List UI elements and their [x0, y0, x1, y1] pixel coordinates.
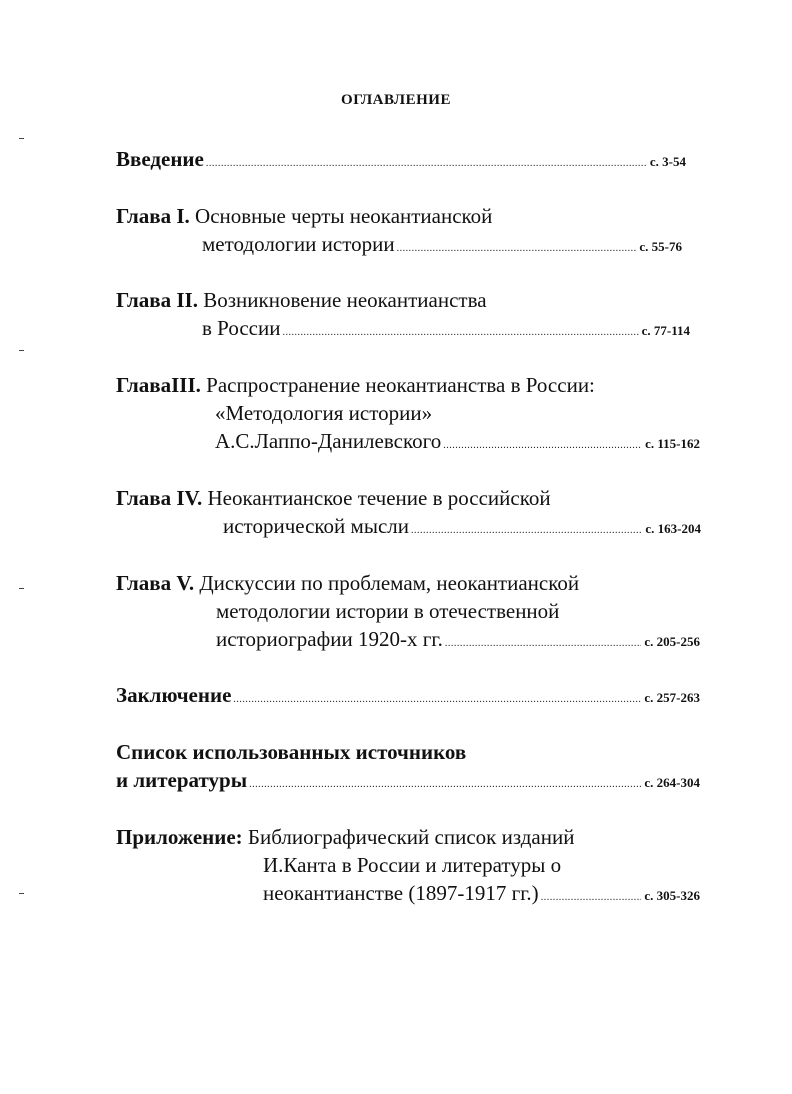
toc-entry-title-line: Основные черты неокантианской	[195, 204, 493, 228]
toc-entry-pages: с. 305-326	[644, 888, 700, 903]
toc-entry-title-line: и литературы	[116, 768, 248, 792]
toc-entry-title-line: А.С.Лаппо-Данилевского	[215, 429, 442, 453]
dot-leader	[411, 517, 642, 545]
scan-mark	[19, 350, 24, 351]
toc-entry-title-line: исторической мысли	[223, 514, 409, 538]
dot-leader	[249, 771, 641, 799]
dot-leader	[445, 630, 642, 658]
toc-entry-title-line: Библиографический список изданий	[247, 825, 575, 849]
toc-heading: ОГЛАВЛЕНИЕ	[341, 92, 451, 108]
dot-leader	[233, 686, 641, 714]
dot-leader	[282, 319, 638, 347]
toc-entry-label: Глава II.	[116, 288, 198, 312]
toc-entry-pages: с. 3-54	[649, 154, 686, 169]
toc-entry-title-line: историографии 1920-х гг.	[216, 627, 443, 651]
toc-entry-title-line: методологии истории в отечественной	[216, 599, 560, 623]
toc-entry-label: Глава IV.	[116, 486, 203, 510]
toc-entry-pages: с. 55-76	[639, 239, 682, 254]
toc-entry-title-line: в России	[202, 316, 281, 340]
toc-entry-title-line: Неокантианское течение в российской	[207, 486, 551, 510]
scan-mark	[19, 588, 24, 589]
toc-entry-label: ГлаваIII.	[116, 373, 201, 397]
scan-mark	[19, 893, 24, 894]
toc-entry-title-line: неокантианстве (1897-1917 гг.)	[263, 881, 539, 905]
toc-entry-label: Введение	[116, 147, 204, 171]
toc-entry-pages: с. 205-256	[644, 634, 700, 649]
toc-entry-label: Глава V.	[116, 571, 195, 595]
toc-entry-label: Глава I.	[116, 204, 190, 228]
toc-entry-pages: с. 163-204	[645, 521, 701, 536]
toc-entry-label: Список использованных источников	[116, 740, 467, 764]
scan-mark	[19, 138, 24, 139]
toc-entry-title-line: Распространение неокантианства в России:	[206, 373, 595, 397]
dot-leader	[397, 235, 637, 263]
toc-entry-title-line: И.Канта в России и литературы о	[263, 853, 562, 877]
toc-entry-pages: с. 264-304	[644, 775, 700, 790]
toc-entry-title-line: Возникновение неокантианства	[203, 288, 487, 312]
toc-entry-pages: с. 257-263	[644, 690, 700, 705]
dot-leader	[443, 432, 642, 460]
dot-leader	[541, 884, 642, 912]
toc-entry-label: Заключение	[116, 683, 232, 707]
toc-entry-title-line: методологии истории	[202, 232, 395, 256]
toc-entry-pages: с. 115-162	[645, 436, 700, 451]
dot-leader	[206, 150, 647, 178]
toc-entry-title-line: «Методология истории»	[215, 401, 433, 425]
toc-entry-pages: с. 77-114	[641, 323, 690, 338]
toc-entry-label: Приложение:	[116, 825, 243, 849]
toc-entry-title-line: Дискуссии по проблемам, неокантианской	[199, 571, 580, 595]
